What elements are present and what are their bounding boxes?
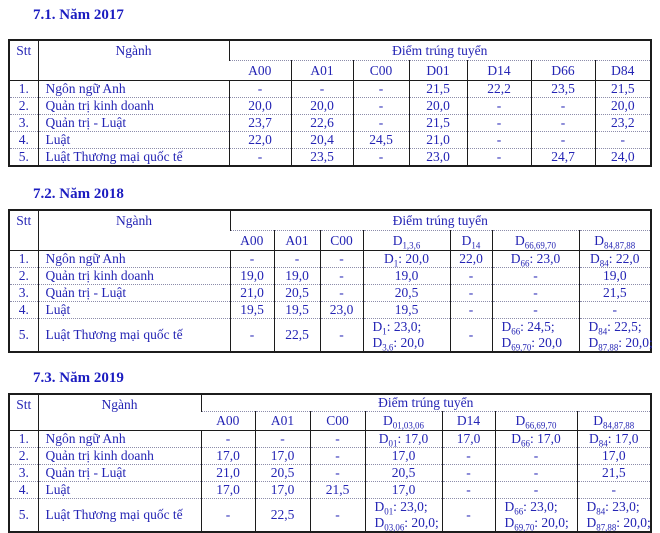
score-cell: $D_{84}$: 17,0 <box>577 431 651 448</box>
score-cell: $D_{66}$: 24,5; $D_{69,70}$: 20,0 <box>492 319 579 353</box>
score-cell: 17,0 <box>577 447 651 464</box>
table-row <box>9 251 651 268</box>
score-cell: $D_1$: 23,0; $D_{3,6}$: 20,0 <box>363 319 450 353</box>
column-header: A01 <box>274 231 320 251</box>
column-header: $D_{84,87,88}$ <box>577 412 651 431</box>
score-cell: - <box>467 98 531 115</box>
score-cell: 21,5 <box>409 115 467 132</box>
score-cell: - <box>320 251 363 268</box>
column-header: $D_{1,3,6}$ <box>363 231 450 251</box>
score-cell: - <box>531 115 595 132</box>
score-cell: 21,5 <box>409 81 467 98</box>
score-cell: - <box>492 302 579 319</box>
score-cell: 21,5 <box>577 464 651 481</box>
stt-header: Stt <box>16 213 32 228</box>
score-cell: $D_{01}$: 23,0; $D_{03,06}$: 20,0; <box>365 498 442 531</box>
score-cell: 19,0 <box>274 268 320 285</box>
column-header: $D_{66,69,70}$ <box>492 231 579 251</box>
score-cell: 20,0 <box>595 98 651 115</box>
diem-trung-tuyen-header: Điểm trúng tuyển <box>230 210 651 231</box>
score-cell: 21,0 <box>409 132 467 149</box>
score-cell: - <box>255 431 310 448</box>
score-cell: $D_{01}$: 17,0 <box>365 431 442 448</box>
score-cell: 19,5 <box>274 302 320 319</box>
nganh-cell: Quản trị kinh doanh <box>38 447 201 464</box>
score-cell: 22,5 <box>255 498 310 531</box>
score-cell: $D_{66}$: 23,0; $D_{69,70}$: 20,0; <box>495 498 577 531</box>
column-header: A01 <box>255 412 310 431</box>
score-cell: - <box>467 149 531 167</box>
nganh-header: Ngành <box>38 40 229 81</box>
nganh-cell: Quản trị - Luật <box>38 285 230 302</box>
score-cell: 23,0 <box>409 149 467 167</box>
stt-header: Stt <box>16 397 32 412</box>
column-header: D14 <box>442 412 495 431</box>
score-cell: - <box>492 268 579 285</box>
nganh-cell: Ngôn ngữ Anh <box>38 431 201 448</box>
score-cell: 20,5 <box>363 285 450 302</box>
nganh-cell: Ngôn ngữ Anh <box>38 251 230 268</box>
column-header: A01 <box>291 61 353 81</box>
stt-cell: 1. <box>9 431 38 448</box>
nganh-cell: Quản trị - Luật <box>38 115 229 132</box>
section-nam-2018 <box>0 167 660 353</box>
score-cell: - <box>450 285 492 302</box>
score-cell: 22,0 <box>450 251 492 268</box>
score-cell: 22,0 <box>229 132 291 149</box>
score-cell: 22,6 <box>291 115 353 132</box>
score-cell: - <box>442 447 495 464</box>
score-cell: - <box>353 149 409 167</box>
nganh-cell: Luật Thương mại quốc tế <box>38 149 229 167</box>
score-cell: 23,7 <box>229 115 291 132</box>
stt-cell: 2. <box>9 268 38 285</box>
stt-cell: 1. <box>9 81 38 98</box>
section-title-2017: 7.1. Năm 2017 <box>33 7 124 23</box>
score-cell: 23,5 <box>291 149 353 167</box>
score-cell: 20,0 <box>229 98 291 115</box>
score-cell: 23,0 <box>320 302 363 319</box>
column-header: A00 <box>229 61 291 81</box>
table-row <box>9 464 651 481</box>
score-cell: - <box>229 149 291 167</box>
column-header: A00 <box>201 412 255 431</box>
stt-cell: 3. <box>9 115 38 132</box>
score-cell: 17,0 <box>255 481 310 498</box>
score-cell: 19,0 <box>230 268 274 285</box>
column-header: $D_{66,69,70}$ <box>495 412 577 431</box>
score-cell: 21,5 <box>579 285 651 302</box>
table-row <box>9 285 651 302</box>
score-cell: - <box>310 498 365 531</box>
table-row <box>9 481 651 498</box>
score-cell: - <box>353 115 409 132</box>
stt-cell: 4. <box>9 132 38 149</box>
column-header: D14 <box>467 61 531 81</box>
stt-cell: 3. <box>9 464 38 481</box>
score-cell: 20,5 <box>274 285 320 302</box>
score-cell: 22,5 <box>274 319 320 353</box>
score-cell: 20,5 <box>365 464 442 481</box>
stt-cell: 3. <box>9 285 38 302</box>
score-cell: - <box>320 285 363 302</box>
nganh-cell: Luật Thương mại quốc tế <box>38 498 201 531</box>
table-row <box>9 302 651 319</box>
table-row <box>9 431 651 448</box>
stt-cell: 2. <box>9 98 38 115</box>
column-header: C00 <box>353 61 409 81</box>
score-cell: - <box>450 268 492 285</box>
section-nam-2017 <box>0 0 660 167</box>
score-cell: $D_{84}$: 22,0 <box>579 251 651 268</box>
score-cell: - <box>450 319 492 353</box>
score-cell: $D_{66}$: 17,0 <box>495 431 577 448</box>
score-cell: - <box>492 285 579 302</box>
score-cell: $D_{84}$: 22,5; $D_{87,88}$: 20,0; <box>579 319 651 353</box>
admission-score-table-2019 <box>8 393 652 533</box>
score-cell: 21,5 <box>310 481 365 498</box>
score-cell: - <box>467 132 531 149</box>
column-header: $D_{84,87,88}$ <box>579 231 651 251</box>
column-header: C00 <box>310 412 365 431</box>
score-cell: 17,0 <box>255 447 310 464</box>
score-cell: 24,7 <box>531 149 595 167</box>
section-title-2018: 7.2. Năm 2018 <box>33 186 124 202</box>
stt-cell: 5. <box>9 498 38 531</box>
diem-trung-tuyen-header: Điểm trúng tuyển <box>201 394 651 412</box>
stt-cell: 2. <box>9 447 38 464</box>
score-cell: - <box>495 464 577 481</box>
table-row <box>9 115 651 132</box>
nganh-header: Ngành <box>38 394 201 431</box>
score-cell: - <box>201 498 255 531</box>
score-cell: - <box>495 481 577 498</box>
score-cell: - <box>230 251 274 268</box>
score-cell: 24,0 <box>595 149 651 167</box>
score-cell: 17,0 <box>201 447 255 464</box>
score-cell: - <box>442 498 495 531</box>
table-row <box>9 132 651 149</box>
score-cell: - <box>531 98 595 115</box>
stt-cell: 4. <box>9 481 38 498</box>
score-cell: 21,0 <box>201 464 255 481</box>
nganh-cell: Quản trị - Luật <box>38 464 201 481</box>
score-cell: 20,0 <box>291 98 353 115</box>
score-cell: 20,0 <box>409 98 467 115</box>
score-cell: 19,0 <box>363 268 450 285</box>
score-cell: $D_1$: 20,0 <box>363 251 450 268</box>
score-cell: - <box>310 431 365 448</box>
column-header: A00 <box>230 231 274 251</box>
table-row <box>9 149 651 167</box>
column-header: $D_{01,03,06}$ <box>365 412 442 431</box>
nganh-cell: Luật <box>38 481 201 498</box>
score-cell: 19,5 <box>230 302 274 319</box>
column-header: $D_{14}$ <box>450 231 492 251</box>
score-cell: 17,0 <box>201 481 255 498</box>
score-cell: 19,5 <box>363 302 450 319</box>
nganh-header: Ngành <box>38 210 230 251</box>
nganh-cell: Quản trị kinh doanh <box>38 98 229 115</box>
score-cell: 21,5 <box>595 81 651 98</box>
score-cell: - <box>274 251 320 268</box>
score-cell: - <box>353 81 409 98</box>
score-cell: - <box>442 481 495 498</box>
table-row <box>9 98 651 115</box>
admission-score-table-2018 <box>8 209 652 353</box>
section-title-2019: 7.3. Năm 2019 <box>33 370 124 386</box>
score-cell: - <box>320 268 363 285</box>
score-cell: 21,0 <box>230 285 274 302</box>
table-header-row <box>9 210 651 231</box>
score-cell: - <box>291 81 353 98</box>
score-cell: - <box>531 132 595 149</box>
score-cell: - <box>320 319 363 353</box>
score-cell: - <box>467 115 531 132</box>
column-header: D01 <box>409 61 467 81</box>
table-row <box>9 498 651 531</box>
score-cell: - <box>442 464 495 481</box>
score-cell: 20,5 <box>255 464 310 481</box>
score-cell: $D_{84}$: 23,0; $D_{87,88}$: 20,0; <box>577 498 651 531</box>
score-cell: - <box>201 431 255 448</box>
nganh-cell: Quản trị kinh doanh <box>38 268 230 285</box>
score-cell: - <box>495 447 577 464</box>
table-row <box>9 81 651 98</box>
nganh-cell: Luật <box>38 132 229 149</box>
score-cell: $D_{66}$: 23,0 <box>492 251 579 268</box>
admission-score-table-2017 <box>8 39 652 167</box>
table-row <box>9 268 651 285</box>
score-cell: - <box>229 81 291 98</box>
score-cell: - <box>595 132 651 149</box>
section-nam-2019 <box>0 353 660 533</box>
score-cell: - <box>310 447 365 464</box>
score-cell: 23,2 <box>595 115 651 132</box>
column-header: D84 <box>595 61 651 81</box>
score-cell: - <box>577 481 651 498</box>
score-cell: 23,5 <box>531 81 595 98</box>
column-header: C00 <box>320 231 363 251</box>
table-row <box>9 319 651 353</box>
score-cell: 17,0 <box>365 447 442 464</box>
score-cell: 22,2 <box>467 81 531 98</box>
score-cell: - <box>353 98 409 115</box>
stt-header: Stt <box>16 43 32 58</box>
score-cell: 24,5 <box>353 132 409 149</box>
score-cell: 17,0 <box>365 481 442 498</box>
score-cell: - <box>310 464 365 481</box>
diem-trung-tuyen-header: Điểm trúng tuyển <box>229 40 651 61</box>
score-cell: - <box>230 319 274 353</box>
stt-cell: 1. <box>9 251 38 268</box>
score-cell: 19,0 <box>579 268 651 285</box>
score-cell: - <box>450 302 492 319</box>
score-cell: - <box>579 302 651 319</box>
column-header: D66 <box>531 61 595 81</box>
score-cell: 17,0 <box>442 431 495 448</box>
stt-cell: 5. <box>9 319 38 353</box>
stt-cell: 4. <box>9 302 38 319</box>
table-header-row <box>9 394 651 412</box>
nganh-cell: Luật Thương mại quốc tế <box>38 319 230 353</box>
stt-cell: 5. <box>9 149 38 167</box>
nganh-cell: Luật <box>38 302 230 319</box>
table-row <box>9 447 651 464</box>
table-header-row <box>9 40 651 61</box>
score-cell: 20,4 <box>291 132 353 149</box>
nganh-cell: Ngôn ngữ Anh <box>38 81 229 98</box>
